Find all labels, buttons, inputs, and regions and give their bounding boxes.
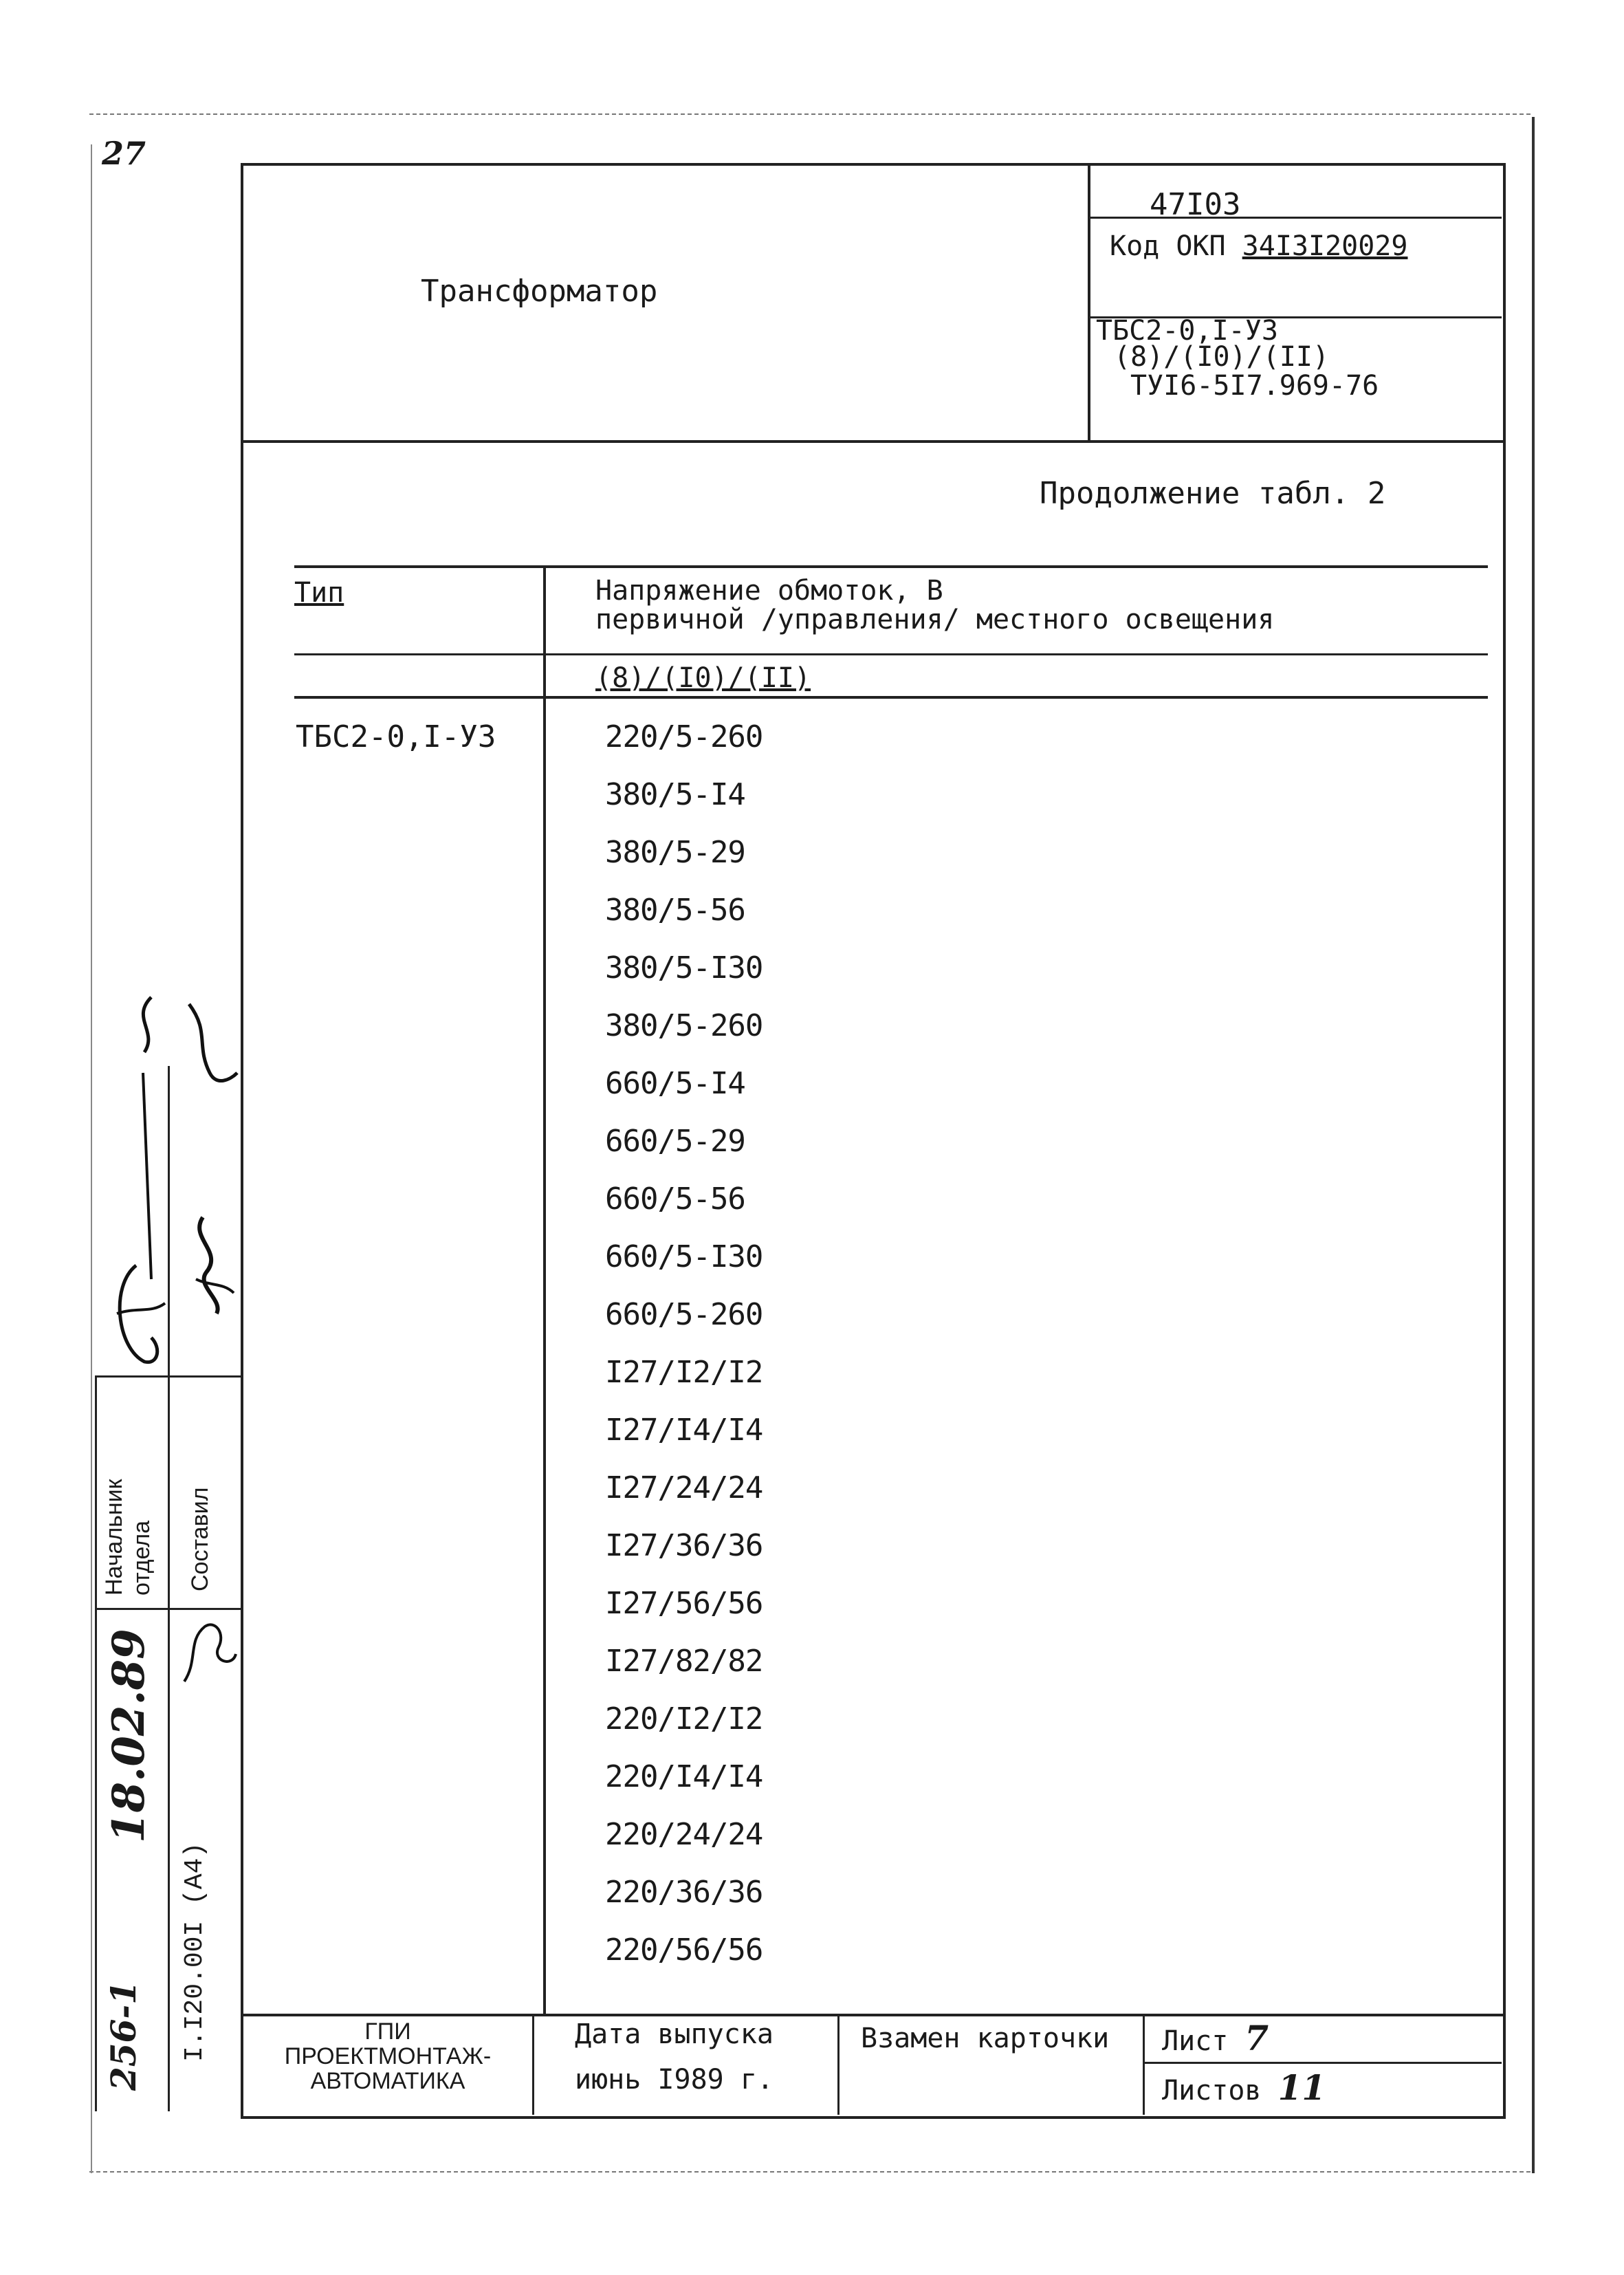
table-row: 660/5-I30	[605, 1239, 763, 1274]
designation-line-3: ТУI6-5I7.969-76	[1130, 370, 1379, 402]
footer-divider-2	[837, 2015, 840, 2115]
table-row: I27/36/36	[605, 1528, 763, 1563]
document-number: 47I03	[1150, 187, 1241, 222]
org-line-3: АВТОМАТИКА	[310, 2068, 465, 2094]
signature-compiler	[175, 990, 241, 1362]
type-cell: ТБС2-0,I-У3	[296, 719, 496, 754]
sheets-count: 11	[1277, 2067, 1326, 2108]
table-row: I27/56/56	[605, 1586, 763, 1621]
side-rule-top	[95, 1375, 241, 1378]
footer-sheet-rule	[1144, 2062, 1502, 2064]
okp-value: 34I3I20029	[1242, 230, 1408, 262]
table-row: 380/5-260	[605, 1008, 763, 1043]
table-row: 380/5-I30	[605, 950, 763, 986]
table-column-divider	[543, 565, 546, 2015]
table-row: I27/82/82	[605, 1644, 763, 1679]
issue-date-value: июнь I989 г.	[575, 2064, 773, 2096]
initials-mark	[177, 1613, 239, 1688]
column-header-type: Тип	[294, 577, 344, 609]
table-row: 220/36/36	[605, 1875, 763, 1910]
table-caption: Продолжение табл. 2	[1040, 476, 1386, 511]
footer-divider-1	[532, 2015, 534, 2115]
table-row: I27/I4/I4	[605, 1413, 763, 1448]
corner-note: 27	[102, 135, 146, 172]
org-name	[245, 2019, 531, 2093]
designation-line-1: ТБС2-0,I-У3	[1096, 315, 1278, 347]
okp-label: Код ОКП	[1110, 230, 1226, 262]
table-row: 660/5-29	[605, 1124, 745, 1159]
table-row: 660/5-56	[605, 1182, 745, 1217]
sheets-label: Листов	[1162, 2075, 1262, 2107]
column-header-voltage-line-2: первичной /управления/ местного освещения	[595, 604, 1275, 635]
sheet-label: Лист	[1162, 2025, 1229, 2057]
table-row: 380/5-29	[605, 835, 745, 870]
page-frame-left	[91, 144, 92, 2173]
designation-line-2: (8)/(I0)/(II)	[1114, 341, 1330, 373]
table-row: 220/5-260	[605, 719, 763, 754]
table-row: 220/56/56	[605, 1933, 763, 1968]
table-row: 380/5-56	[605, 893, 745, 928]
table-row: 660/5-I4	[605, 1066, 745, 1101]
table-subheader-rule	[294, 696, 1488, 699]
side-rule-bottom	[95, 1608, 241, 1610]
archive-number: 256-1	[103, 1981, 144, 2091]
card-border	[241, 163, 1506, 2119]
footer-top-rule	[241, 2014, 1503, 2016]
table-header-rule	[294, 653, 1488, 655]
column-subheader-voltage: (8)/(I0)/(II)	[595, 662, 811, 694]
signature-head	[103, 990, 172, 1375]
side-column-left-edge	[95, 1375, 97, 2111]
header-divider	[1088, 163, 1090, 442]
head-of-department-label: Начальник отдела	[101, 1479, 155, 1596]
org-line-2: ПРОЕКТМОНТАЖ-	[284, 2043, 492, 2069]
table-row: 220/24/24	[605, 1817, 763, 1852]
sheet-number: 7	[1244, 2018, 1269, 2058]
approval-date: 18.02.89	[103, 1629, 155, 1843]
table-row: 660/5-260	[605, 1297, 763, 1332]
header-bottom-rule	[241, 440, 1503, 443]
table-row: 220/I2/I2	[605, 1701, 763, 1737]
table-row: 380/5-I4	[605, 777, 745, 812]
footer-divider-3	[1143, 2015, 1145, 2115]
okp-code	[1110, 230, 1408, 263]
sheet-field	[1162, 2018, 1269, 2058]
column-header-voltage-line-1: Напряжение обмоток, В	[595, 575, 943, 607]
replace-card-label: Взамен карточки	[861, 2023, 1110, 2054]
document-title: Трансформатор	[421, 274, 658, 309]
issue-date-label: Дата выпуска	[575, 2018, 773, 2050]
table-row: I27/I2/I2	[605, 1355, 763, 1390]
org-line-1: ГПИ	[364, 2018, 411, 2045]
table-row: 220/I4/I4	[605, 1759, 763, 1794]
sheets-field	[1162, 2067, 1326, 2108]
compiled-by-label: Составил	[187, 1487, 213, 1591]
page-frame-right	[1532, 117, 1535, 2173]
table-row: I27/24/24	[605, 1470, 763, 1505]
table-top-rule	[294, 565, 1488, 568]
form-code: I.I20.00I (A4)	[180, 1842, 210, 2062]
